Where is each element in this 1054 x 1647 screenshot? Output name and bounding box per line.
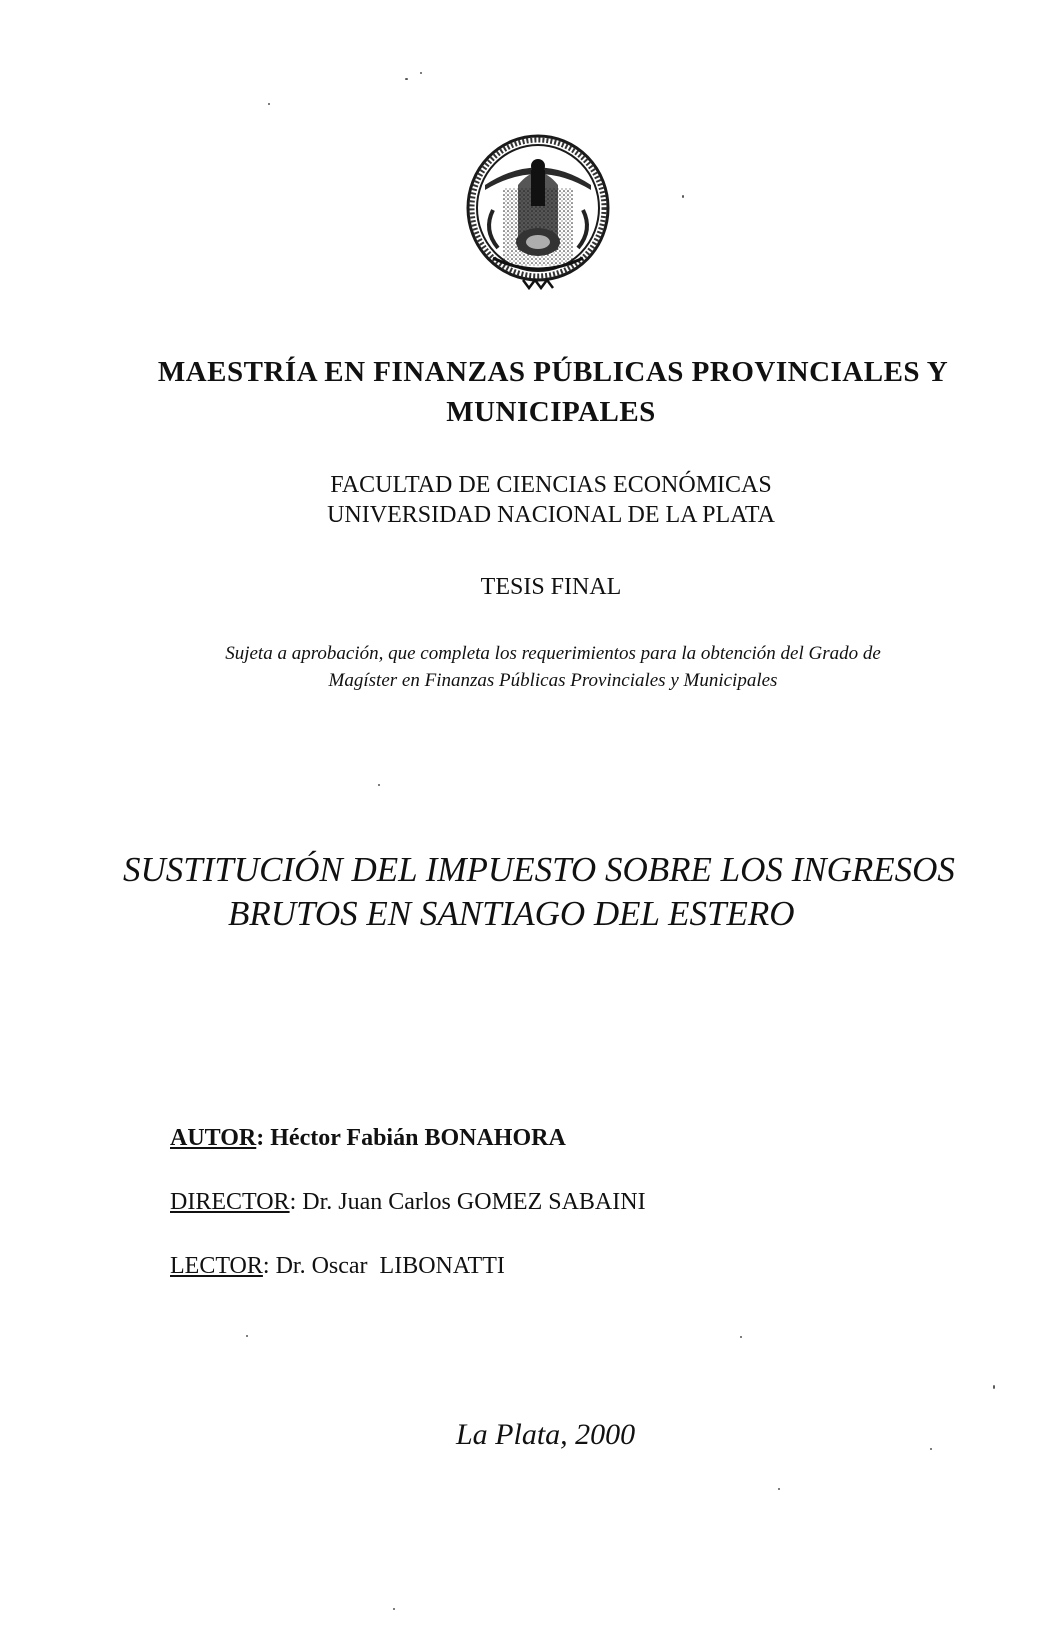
thesis-title-line1: SUSTITUCIÓN DEL IMPUESTO SOBRE LOS INGRESOS: [123, 850, 955, 889]
institution-block: [0, 470, 1054, 530]
scan-speck: [930, 1448, 932, 1450]
document-type: TESIS FINAL: [480, 574, 622, 600]
credits-block: [170, 1123, 646, 1315]
scan-speck: [420, 72, 422, 74]
university-name: UNIVERSIDAD NACIONAL DE LA PLATA: [327, 502, 775, 528]
scan-speck: [393, 1608, 395, 1610]
university-seal-icon: [463, 130, 613, 300]
scan-speck: [682, 195, 684, 198]
program-title-line2: MUNICIPALES: [446, 396, 656, 428]
scan-speck: [378, 784, 380, 786]
author-label: AUTOR: [170, 1125, 257, 1151]
degree-subtitle: [0, 640, 1054, 694]
author-row: [170, 1123, 646, 1187]
degree-subtitle-line1: Sujeta a aprobación, que completa los requerimientos para la obtención del Grado de: [225, 643, 881, 664]
program-title-line1: MAESTRÍA EN FINANZAS PÚBLICAS PROVINCIALES Y: [157, 356, 949, 388]
faculty-name: FACULTAD DE CIENCIAS ECONÓMICAS: [330, 472, 772, 498]
thesis-title-line2: BRUTOS EN SANTIAGO DEL ESTERO: [228, 894, 795, 933]
scan-speck: [740, 1336, 742, 1338]
reader-name: : Dr. Oscar LIBONATTI: [262, 1253, 505, 1279]
director-row: [170, 1187, 646, 1251]
author-name: : Héctor Fabián BONAHORA: [256, 1125, 566, 1151]
reader-row: [170, 1251, 646, 1315]
scan-speck: [405, 78, 408, 80]
scan-speck: [993, 1385, 995, 1389]
thesis-title: [0, 848, 1054, 936]
director-label: DIRECTOR: [170, 1189, 290, 1215]
program-title: [0, 352, 1054, 432]
degree-subtitle-line2: Magíster en Finanzas Públicas Provinciales y Municipales: [328, 670, 778, 691]
scan-speck: [246, 1335, 248, 1337]
reader-label: LECTOR: [170, 1253, 263, 1279]
place-date: La Plata, 2000: [456, 1418, 636, 1451]
scan-speck: [778, 1488, 780, 1490]
director-name: : Dr. Juan Carlos GOMEZ SABAINI: [289, 1189, 646, 1215]
scan-speck: [268, 103, 270, 105]
